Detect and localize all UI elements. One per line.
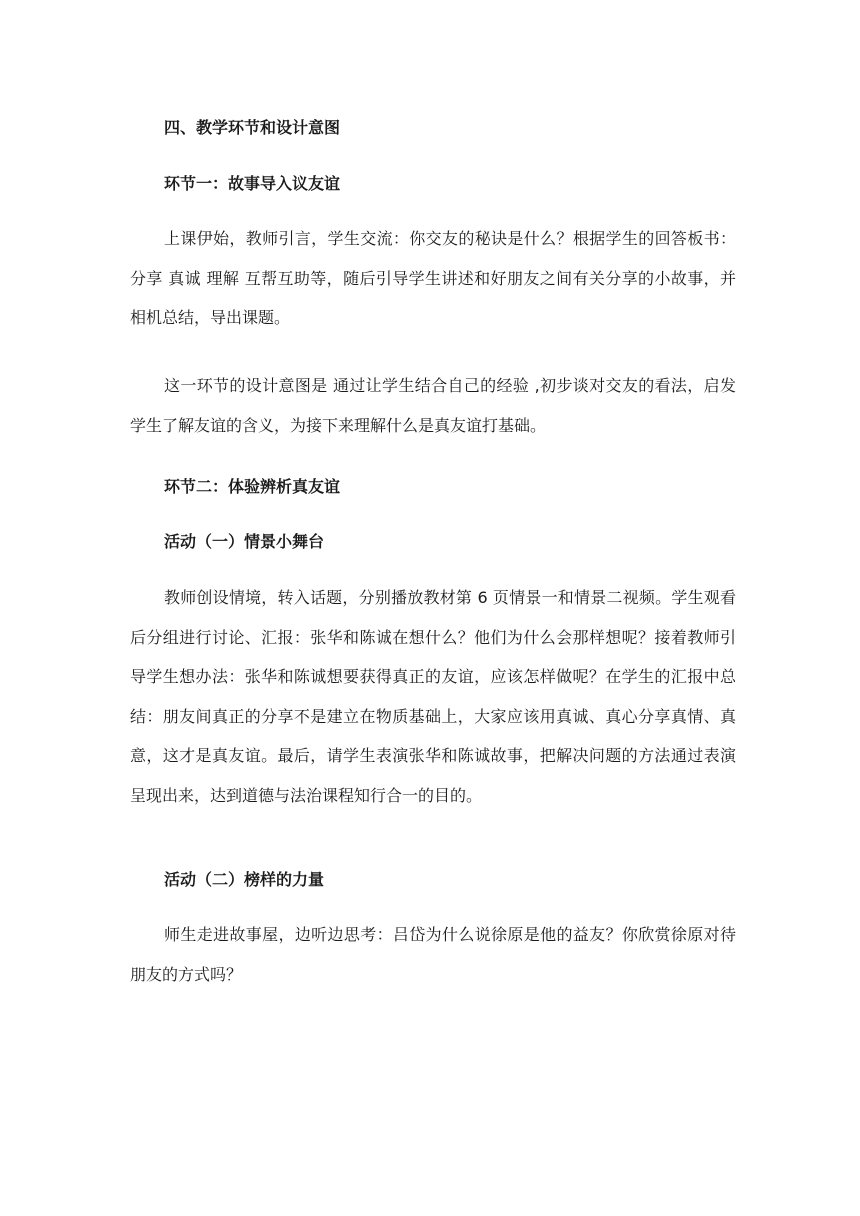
step1-paragraph-2: 这一环节的设计意图是 通过让学生结合自己的经验 ,初步谈对交友的看法，启发学生了解友谊的含义，为接下来理解什么是真友谊打基础。 (130, 376, 736, 435)
step1-title: 环节一：故事导入议友谊 (164, 174, 341, 193)
activity1-paragraph: 教师创设情境，转入话题，分别播放教材第 6 页情景一和情景二视频。学生观看后分组进行讨论、汇报：张华和陈诚在想什么？他们为什么会那样想呢？接着教师引导学生想办法：张华和陈诚想要获得真正的友谊，应该怎样做呢？在学生的汇报中总结：朋友间真正的分享不是建立在物质基础上，大家应该用真诚、真心分享真情、真意，这才是真友谊。最后，请学生表演张华和陈诚故事，把解决问题的方法通过表演呈现出来，达到道德与法治课程知行合一的目的。 (130, 588, 736, 805)
step1-paragraph-1: 上课伊始，教师引言，学生交流：你交友的秘诀是什么？根据学生的回答板书：分享 真诚 理解 互帮互助等，随后引导学生讲述和好朋友之间有关分享的小故事，并相机总结，导出课题。 (130, 229, 736, 327)
activity2-title: 活动（二）榜样的力量 (164, 870, 325, 889)
step2-title: 环节二：体验辨析真友谊 (164, 477, 341, 496)
section-title: 四、教学环节和设计意图 (164, 118, 341, 137)
activity1-title: 活动（一）情景小舞台 (164, 532, 325, 551)
activity2-paragraph: 师生走进故事屋，边听边思考：吕岱为什么说徐原是他的益友？你欣赏徐原对待朋友的方式吗？ (130, 925, 736, 984)
